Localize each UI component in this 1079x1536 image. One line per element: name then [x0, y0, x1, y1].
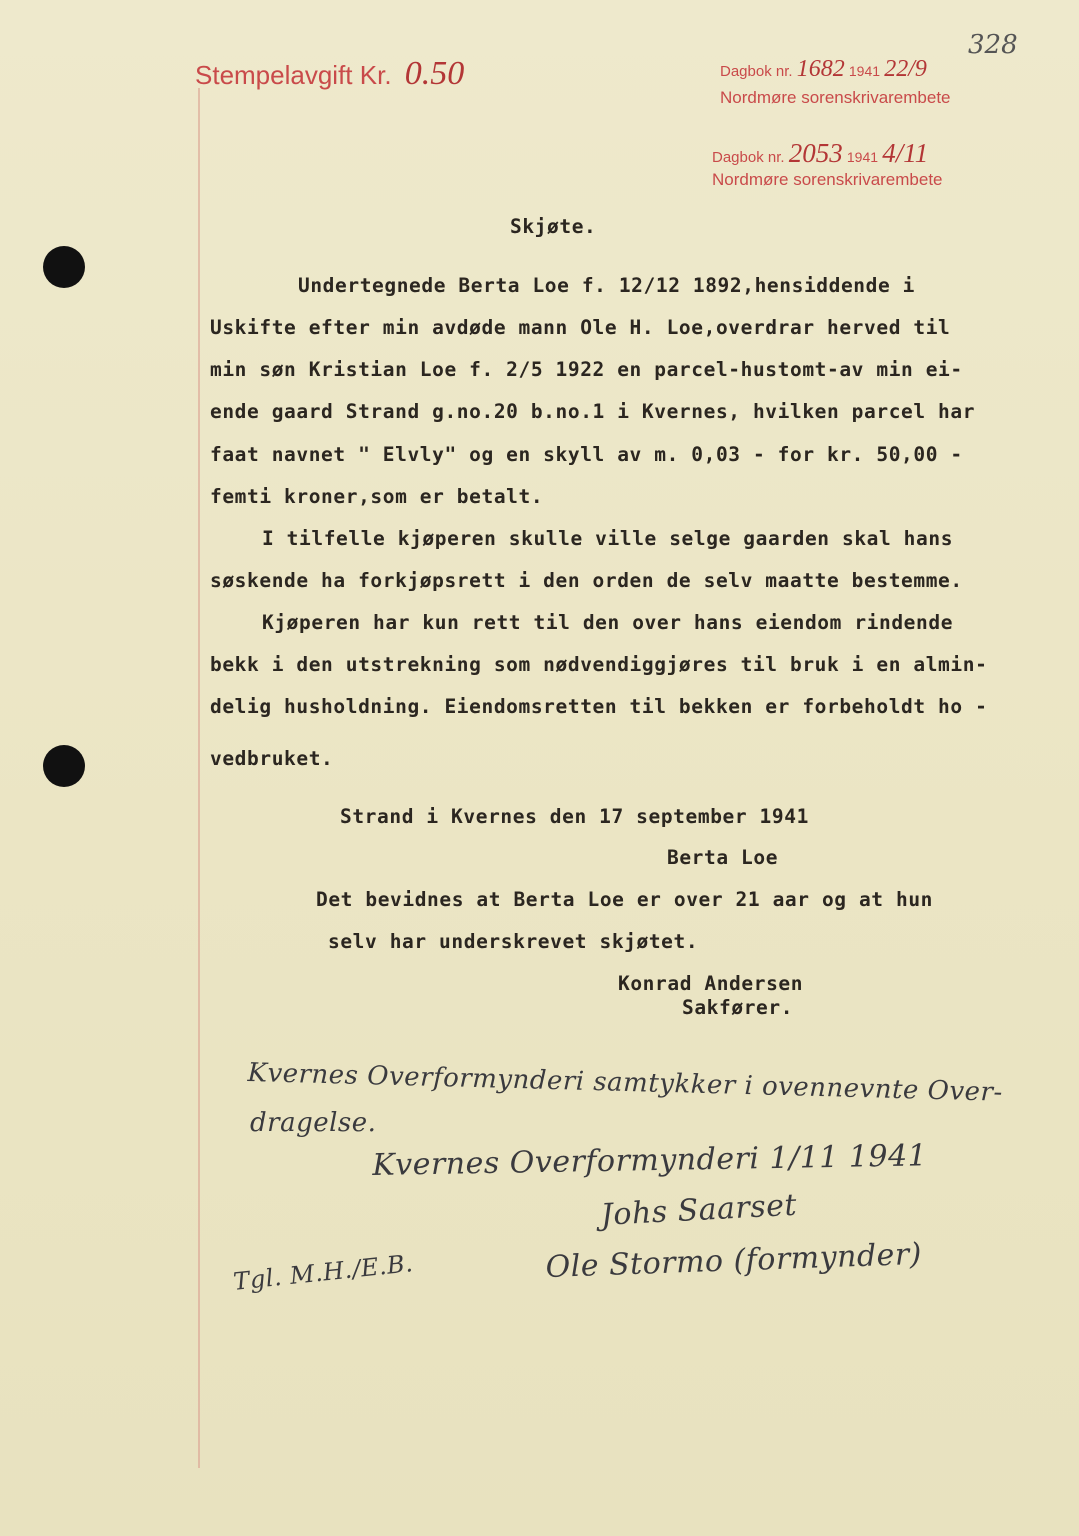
body-line-4: ende gaard Strand g.no.20 b.no.1 i Kvernes, hvilken parcel har: [210, 400, 976, 423]
registry-stamp-2: [712, 138, 928, 169]
handwritten-signature-2: Ole Stormo (formynder): [545, 1236, 923, 1285]
body-line-6: femti kroner,som er betalt.: [210, 485, 544, 508]
page-number: 328: [968, 30, 1018, 60]
stamp-duty-label: Stempelavgift Kr.: [195, 60, 392, 90]
stamp-duty: [195, 55, 464, 93]
body-line-5: faat navnet " Elvly" og en skyll av m. 0,03 - for kr. 50,00 -: [210, 443, 963, 466]
stamp1-office: Nordmøre sorenskrivarembete: [720, 88, 951, 107]
registry-stamp-1: [720, 56, 927, 83]
place-date: Strand i Kvernes den 17 september 1941: [340, 805, 809, 828]
stamp2-journal-number: 2053: [788, 138, 843, 168]
handwritten-consent-line-2: dragelse.: [250, 1108, 377, 1138]
body-line-8: søskende ha forkjøpsrett i den orden de selv maatte bestemme.: [210, 569, 963, 592]
body-line-3: min søn Kristian Loe f. 2/5 1922 en parcel-hustomt-av min ei-: [210, 358, 963, 381]
stamp1-date: 22/9: [884, 56, 927, 82]
stamp2-journal-label: Dagbok nr.: [712, 149, 785, 166]
body-line-1: Undertegnede Berta Loe f. 12/12 1892,hensiddende i: [298, 274, 915, 297]
signature-typed: Berta Loe: [667, 846, 779, 869]
body-line-10: bekk i den utstrekning som nødvendiggjøres til bruk i en almin-: [210, 653, 988, 676]
handwritten-authority-date: Kvernes Overformynderi 1/11 1941: [372, 1138, 928, 1183]
body-line-9: Kjøperen har kun rett til den over hans eiendom rindende: [262, 611, 954, 634]
witness-title: Sakfører.: [682, 996, 794, 1019]
punch-hole-top: [43, 246, 85, 288]
handwritten-consent-line-1: Kvernes Overformynderi samtykker i ovennevnte Over-: [247, 1058, 1004, 1108]
witness-name: Konrad Andersen: [618, 972, 804, 995]
margin-rule: [198, 88, 200, 1468]
witness-line-1: Det bevidnes at Berta Loe er over 21 aar og at hun: [316, 888, 933, 911]
stamp1-journal-label: Dagbok nr.: [720, 63, 793, 80]
handwritten-signature-1: Johs Saarset: [600, 1187, 798, 1233]
stamp2-year: 1941: [846, 149, 879, 165]
body-line-11: delig husholdning. Eiendomsretten til bekken er forbeholdt ho -: [210, 695, 988, 718]
stamp1-year: 1941: [848, 63, 881, 79]
stamp2-office: Nordmøre sorenskrivarembete: [712, 170, 943, 189]
body-line-2: Uskifte efter min avdøde mann Ole H. Loe,overdrar herved til: [210, 316, 951, 339]
body-line-7: I tilfelle kjøperen skulle ville selge gaarden skal hans: [262, 527, 954, 550]
handwritten-note: Tgl. M.H./E.B.: [232, 1249, 415, 1296]
stamp-duty-value: 0.50: [404, 55, 465, 92]
witness-line-2: selv har underskrevet skjøtet.: [328, 930, 699, 953]
document-title: Skjøte.: [510, 215, 597, 238]
stamp1-journal-number: 1682: [796, 56, 845, 82]
punch-hole-bottom: [43, 745, 85, 787]
body-line-12: vedbruket.: [210, 747, 334, 770]
stamp2-date: 4/11: [882, 138, 929, 168]
